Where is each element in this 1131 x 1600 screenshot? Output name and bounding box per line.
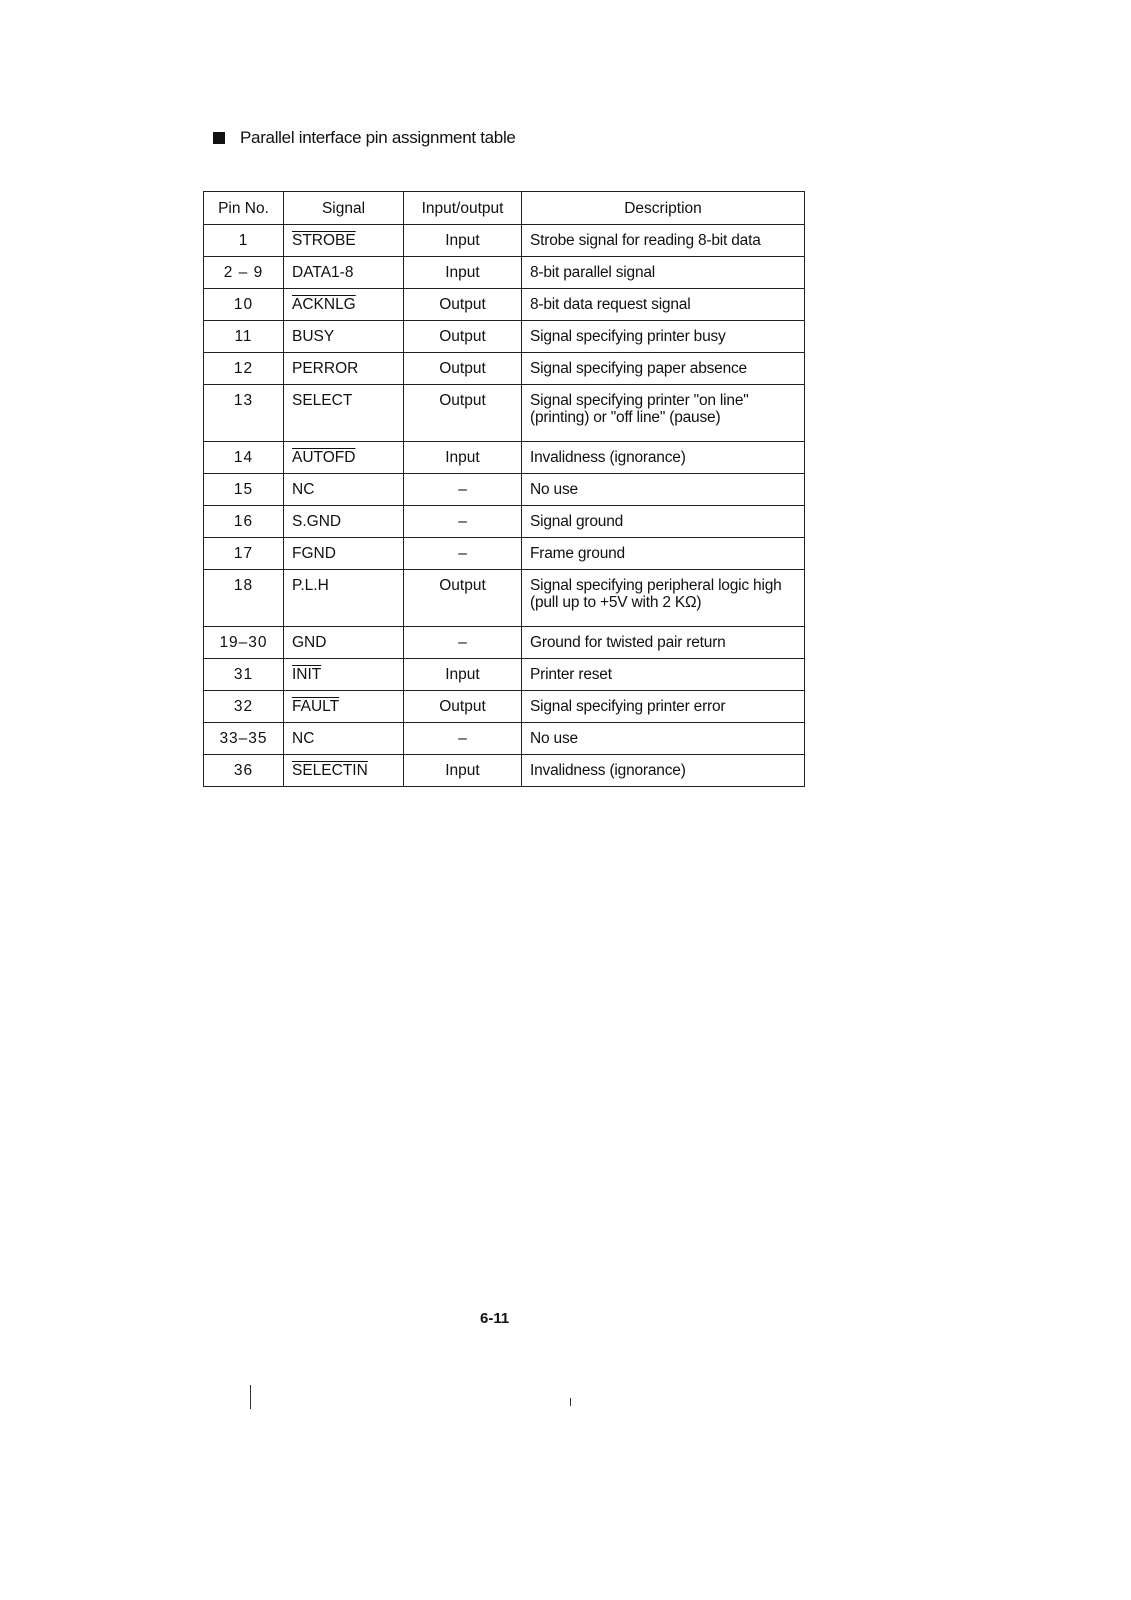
input-output-cell-text: –	[458, 481, 467, 498]
input-output-cell-text: Output	[439, 296, 486, 313]
signal-cell-text: S.GND	[292, 513, 342, 530]
description-cell	[522, 506, 805, 538]
table-row	[204, 225, 805, 257]
signal-cell	[284, 723, 404, 755]
pin-number-cell	[204, 659, 284, 691]
table-row	[204, 353, 805, 385]
description-cell-text: 8-bit data request signal	[530, 296, 691, 313]
input-output-cell-text: –	[458, 513, 467, 530]
pin-number-cell-text: 11	[234, 328, 253, 345]
pin-number-cell-text: 19–30	[219, 634, 268, 651]
description-cell-text: Invalidness (ignorance)	[530, 762, 686, 779]
description-cell	[522, 723, 805, 755]
description-cell	[522, 385, 805, 442]
input-output-cell	[404, 353, 522, 385]
input-output-cell-text: –	[458, 634, 467, 651]
pin-number-cell	[204, 257, 284, 289]
description-cell	[522, 474, 805, 506]
header-signal: Signal	[284, 192, 404, 225]
signal-cell	[284, 225, 404, 257]
input-output-cell	[404, 257, 522, 289]
input-output-cell-text: Input	[445, 666, 480, 683]
description-cell-text: 8-bit parallel signal	[530, 264, 656, 281]
pin-number-cell-text: 14	[233, 449, 254, 466]
description-cell	[522, 691, 805, 723]
signal-cell-text: STROBE	[292, 232, 356, 249]
description-cell-text: No use	[530, 730, 578, 747]
description-cell-text: Frame ground	[530, 545, 625, 562]
table-body	[204, 225, 805, 787]
pin-number-cell-text: 17	[233, 545, 254, 562]
signal-cell-text: DATA1-8	[292, 264, 354, 281]
table-row	[204, 538, 805, 570]
input-output-cell-text: Output	[439, 698, 486, 715]
description-cell	[522, 627, 805, 659]
signal-cell-text: ACKNLG	[292, 296, 356, 313]
description-cell-text: No use	[530, 481, 578, 498]
input-output-cell	[404, 506, 522, 538]
signal-cell	[284, 257, 404, 289]
section-heading	[213, 128, 516, 148]
input-output-cell	[404, 691, 522, 723]
description-cell-text: Signal specifying printer busy	[530, 328, 726, 345]
pin-number-cell-text: 13	[233, 392, 254, 409]
pin-number-cell	[204, 289, 284, 321]
description-cell-text: Signal specifying paper absence	[530, 360, 747, 377]
signal-cell-text: SELECTIN	[292, 762, 368, 779]
description-cell-text: Signal specifying peripheral logic high (pull up to +5V with 2 KΩ)	[530, 577, 782, 611]
pin-number-cell-text: 18	[233, 577, 254, 594]
table-row	[204, 257, 805, 289]
input-output-cell	[404, 627, 522, 659]
signal-cell	[284, 442, 404, 474]
signal-cell	[284, 385, 404, 442]
pin-number-cell-text: 15	[233, 481, 254, 498]
signal-cell	[284, 321, 404, 353]
input-output-cell	[404, 385, 522, 442]
signal-cell-text: P.L.H	[292, 577, 329, 594]
signal-cell	[284, 755, 404, 787]
pin-number-cell	[204, 538, 284, 570]
square-bullet-icon	[213, 132, 225, 144]
description-cell-text: Signal specifying printer error	[530, 698, 726, 715]
pin-number-cell	[204, 474, 284, 506]
signal-cell	[284, 506, 404, 538]
table-row	[204, 723, 805, 755]
signal-cell-text: BUSY	[292, 328, 335, 345]
description-cell-text: Strobe signal for reading 8-bit data	[530, 232, 761, 249]
signal-cell	[284, 570, 404, 627]
description-cell-text: Ground for twisted pair return	[530, 634, 726, 651]
input-output-cell	[404, 442, 522, 474]
signal-cell-text: GND	[292, 634, 327, 651]
section-heading-text: Parallel interface pin assignment table	[240, 128, 516, 147]
table-row	[204, 627, 805, 659]
pin-number-cell	[204, 691, 284, 723]
pin-number-cell-text: 1	[238, 232, 249, 249]
signal-cell-text: NC	[292, 481, 315, 498]
signal-cell	[284, 474, 404, 506]
input-output-cell	[404, 289, 522, 321]
description-cell	[522, 353, 805, 385]
signal-cell-text: NC	[292, 730, 315, 747]
pin-number-cell	[204, 755, 284, 787]
pin-number-cell	[204, 385, 284, 442]
table-row	[204, 506, 805, 538]
scan-mark	[250, 1385, 251, 1409]
input-output-cell-text: Input	[445, 264, 480, 281]
table-row	[204, 474, 805, 506]
pin-number-cell	[204, 321, 284, 353]
table-row	[204, 385, 805, 442]
input-output-cell-text: Input	[445, 449, 480, 466]
pin-number-cell	[204, 225, 284, 257]
table-row	[204, 321, 805, 353]
table-row	[204, 289, 805, 321]
signal-cell	[284, 659, 404, 691]
pin-number-cell	[204, 570, 284, 627]
table-header-row	[204, 192, 805, 225]
table-row	[204, 659, 805, 691]
description-cell	[522, 257, 805, 289]
pin-number-cell-text: 32	[233, 698, 254, 715]
pin-assignment-table	[203, 191, 805, 787]
input-output-cell	[404, 225, 522, 257]
page-number: 6-11	[480, 1310, 510, 1327]
description-cell-text: Signal ground	[530, 513, 624, 530]
input-output-cell-text: Output	[439, 328, 486, 345]
description-cell-text: Signal specifying printer "on line" (printing) or "off line" (pause)	[530, 392, 749, 426]
header-pin-no: Pin No.	[204, 192, 284, 225]
description-cell	[522, 289, 805, 321]
table-row	[204, 442, 805, 474]
pin-number-cell-text: 10	[233, 296, 254, 313]
input-output-cell	[404, 474, 522, 506]
description-cell	[522, 442, 805, 474]
input-output-cell-text: Input	[445, 762, 480, 779]
signal-cell-text: INIT	[292, 666, 322, 683]
table-row	[204, 691, 805, 723]
signal-cell	[284, 353, 404, 385]
description-cell-text: Printer reset	[530, 666, 612, 683]
pin-number-cell	[204, 723, 284, 755]
description-cell	[522, 225, 805, 257]
input-output-cell-text: Input	[445, 232, 480, 249]
signal-cell	[284, 538, 404, 570]
input-output-cell-text: Output	[439, 577, 486, 594]
table-row	[204, 755, 805, 787]
signal-cell-text: PERROR	[292, 360, 359, 377]
input-output-cell	[404, 755, 522, 787]
description-cell	[522, 755, 805, 787]
signal-cell-text: SELECT	[292, 392, 353, 409]
signal-cell-text: FGND	[292, 545, 336, 562]
input-output-cell-text: Output	[439, 392, 486, 409]
header-input-output: Input/output	[404, 192, 522, 225]
description-cell	[522, 659, 805, 691]
pin-number-cell	[204, 442, 284, 474]
description-cell-text: Invalidness (ignorance)	[530, 449, 686, 466]
input-output-cell-text: –	[458, 545, 467, 562]
pin-number-cell-text: 16	[233, 513, 254, 530]
pin-number-cell	[204, 506, 284, 538]
input-output-cell	[404, 538, 522, 570]
pin-number-cell-text: 31	[233, 666, 254, 683]
pin-number-cell-text: 12	[233, 360, 254, 377]
input-output-cell-text: –	[458, 730, 467, 747]
signal-cell	[284, 289, 404, 321]
pin-number-cell	[204, 353, 284, 385]
description-cell	[522, 570, 805, 627]
signal-cell	[284, 691, 404, 723]
scan-mark	[570, 1398, 571, 1406]
pin-number-cell-text: 36	[233, 762, 254, 779]
table-row	[204, 570, 805, 627]
input-output-cell	[404, 321, 522, 353]
input-output-cell	[404, 659, 522, 691]
pin-number-cell	[204, 627, 284, 659]
pin-number-cell-text: 33–35	[219, 730, 268, 747]
signal-cell-text: FAULT	[292, 698, 340, 715]
description-cell	[522, 321, 805, 353]
input-output-cell	[404, 570, 522, 627]
pin-number-cell-text: 2 – 9	[223, 264, 264, 281]
input-output-cell-text: Output	[439, 360, 486, 377]
description-cell	[522, 538, 805, 570]
input-output-cell	[404, 723, 522, 755]
signal-cell-text: AUTOFD	[292, 449, 356, 466]
signal-cell	[284, 627, 404, 659]
header-description: Description	[522, 192, 805, 225]
